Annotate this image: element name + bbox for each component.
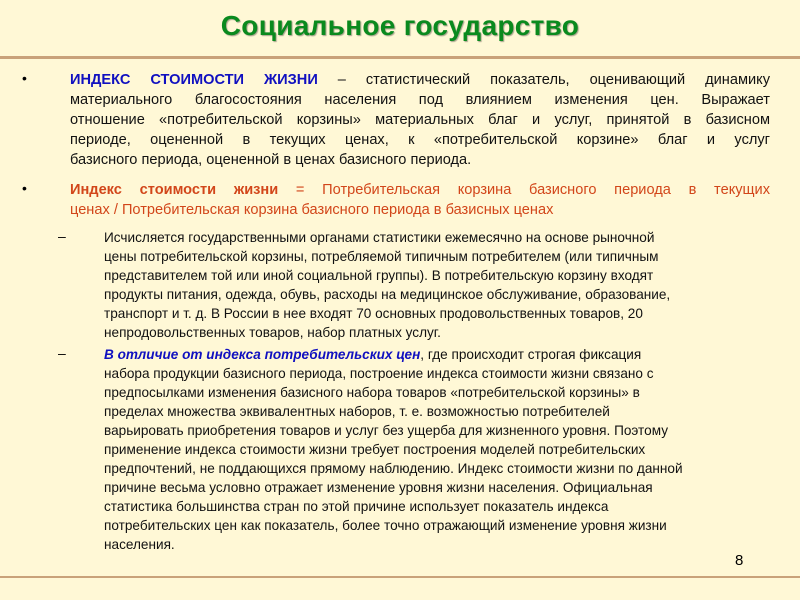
sub-item-line: пределах множества эквивалентных наборов, т. е. возможностью потребителей — [104, 404, 610, 419]
sub-item-line: статистика большинства стран по этой причине использует показатель индекса — [104, 499, 609, 514]
formula-line: ценах / Потребительская корзина базисного периода в базисных ценах — [70, 202, 554, 218]
slide-title: Социальное государство — [220, 10, 580, 41]
sub-item-line: потребительских цен как показатель, более точно отражающий изменение уровня жизни — [104, 518, 667, 533]
bullet-definition — [70, 70, 770, 170]
sub-item-line: населения. — [104, 537, 175, 552]
definition-text: – статистический показатель, оценивающий динамику — [317, 72, 771, 88]
definition-line: базисного периода, оцененной в ценах базисного периода. — [70, 152, 472, 168]
bullet-marker: • — [22, 180, 27, 196]
dash-marker: – — [58, 228, 66, 244]
sub-item-line: набора продукции базисного периода, построение индекса стоимости жизни связано с — [104, 366, 654, 381]
sub-item-line: предпочтений, не поддающихся прямому наблюдению. Индекс стоимости жизни по данной — [104, 461, 683, 476]
dash-marker: – — [58, 345, 66, 361]
bottom-divider — [0, 576, 800, 578]
sub-item-line: применение индекса стоимости жизни требует построения моделей потребительских — [104, 442, 646, 457]
sub-item-line: Исчисляется государственными органами статистики ежемесячно на основе рыночной — [104, 230, 655, 245]
bullet-formula — [70, 180, 770, 220]
formula-line — [70, 180, 770, 200]
definition-line: отношение «потребительской корзины» материальных благ и услуг, принятой в базисном — [70, 112, 770, 128]
sub-item-line: цены потребительской корзины, потребляемой типичным потребителем (или типичным — [104, 249, 659, 264]
definition-line: периоде, оцененной в текущих ценах, к «потребительской корзине» благ и услуг — [70, 132, 770, 148]
page-number: 8 — [735, 552, 744, 569]
sub-item-line: варьировать приобретения товаров и услуг без ущерба для жизненного уровня. Поэтому — [104, 423, 668, 438]
sub-item-lead-rest: , где происходит строгая фиксация — [420, 347, 642, 362]
definition-line — [70, 70, 770, 90]
sub-item-line: непродовольственных товаров, набор платных услуг. — [104, 325, 441, 340]
bullet-marker: • — [22, 70, 27, 86]
sub-item-calculation — [104, 228, 772, 342]
sub-item-line — [104, 345, 772, 364]
sub-item-line: предпосылками изменения базисного набора товаров «потребительской корзины» в — [104, 385, 640, 400]
sub-item-line: транспорт и т. д. В России в нее входят 70 основных продовольственных товаров, 20 — [104, 306, 643, 321]
definition-line: материального благосостояния населения под влиянием изменения цен. Выражает — [70, 92, 770, 108]
sub-item-line: представителем той или иной социальной группы). В потребительскую корзину входят — [104, 268, 654, 283]
formula-term: Индекс стоимости жизни — [70, 182, 279, 198]
sub-item-line: причине весьма условно отражает изменение уровня жизни населения. Официальная — [104, 480, 653, 495]
title-divider — [0, 56, 800, 59]
sub-item-lead: В отличие от индекса потребительских цен — [104, 347, 421, 362]
formula-text: = Потребительская корзина базисного периода в текущих — [278, 182, 770, 198]
sub-item-difference — [104, 345, 772, 554]
definition-term: ИНДЕКС СТОИМОСТИ ЖИЗНИ — [70, 72, 318, 88]
sub-item-line: продукты питания, одежда, обувь, расходы на медицинское обслуживание, образование, — [104, 287, 671, 302]
